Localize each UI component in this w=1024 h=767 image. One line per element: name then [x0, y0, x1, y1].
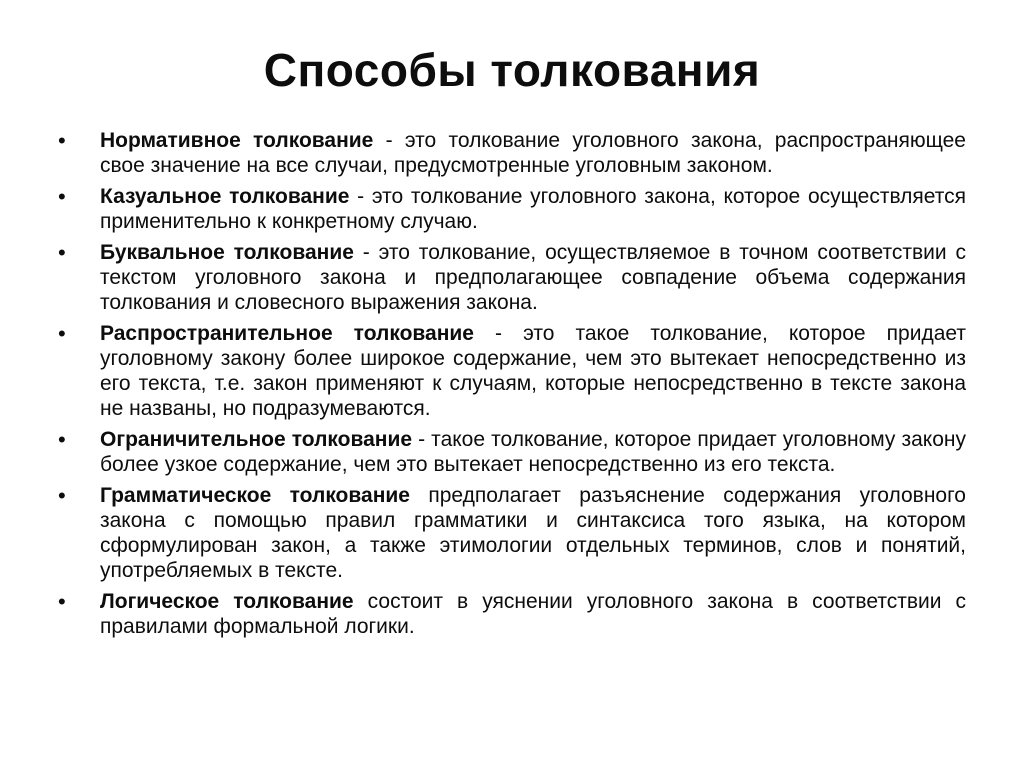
list-item-grammatical: [58, 483, 966, 583]
term-definition: предполагает разъяснение содержания уголовного закона с помощью правил грамматики и синтаксиса того языка, на котором сформулирован закон, а также этимологии отдельных терминов, слов и понятий, употребляемых в тексте.: [100, 484, 966, 582]
list-item-extensive: [58, 321, 966, 421]
list-item-casual: [58, 184, 966, 234]
list-item-normative: [58, 128, 966, 178]
list-item-logical: [58, 589, 966, 639]
term-definition: - такое толкование, которое придает уголовному закону более узкое содержание, чем это вытекает непосредственно из его текста.: [100, 428, 967, 476]
bullet-icon: •: [58, 184, 66, 209]
bullet-icon: •: [58, 589, 66, 614]
term-label: Распространительное толкование: [100, 322, 474, 345]
list-item-literal: [58, 240, 966, 315]
term-definition: - это толкование уголовного закона, которое осуществляется применительно к конкретному случаю.: [100, 185, 967, 233]
bullet-list: [58, 128, 966, 645]
bullet-icon: •: [58, 321, 66, 346]
bullet-icon: •: [58, 128, 66, 153]
term-label: Логическое толкование: [100, 590, 354, 613]
bullet-icon: •: [58, 427, 66, 452]
term-label: Грамматическое толкование: [100, 484, 410, 507]
slide-title: Способы толкования: [263, 44, 761, 96]
term-definition: - это такое толкование, которое придает уголовному закону более широкое содержание, чем это вытекает непосредственно из его текста, т.е. закон применяют к случаям, которые непосредственно в тексте закона не названы, но подразумеваются.: [100, 322, 966, 420]
list-item-restrictive: [58, 427, 966, 477]
term-label: Буквальное толкование: [100, 241, 354, 264]
term-label: Казуальное толкование: [100, 185, 350, 208]
bullet-icon: •: [58, 483, 66, 508]
term-definition: - это толкование, осуществляемое в точном соответствии с текстом уголовного закона и предполагающее совпадение объема содержания толкования и словесного выражения закона.: [100, 241, 966, 314]
bullet-icon: •: [58, 240, 66, 265]
term-definition: состоит в уяснении уголовного закона в соответствии с правилами формальной логики.: [100, 590, 966, 638]
term-label: Нормативное толкование: [100, 129, 374, 152]
term-label: Ограничительное толкование: [100, 428, 413, 451]
term-definition: - это толкование уголовного закона, распространяющее свое значение на все случаи, предусмотренные уголовным законом.: [100, 129, 966, 177]
